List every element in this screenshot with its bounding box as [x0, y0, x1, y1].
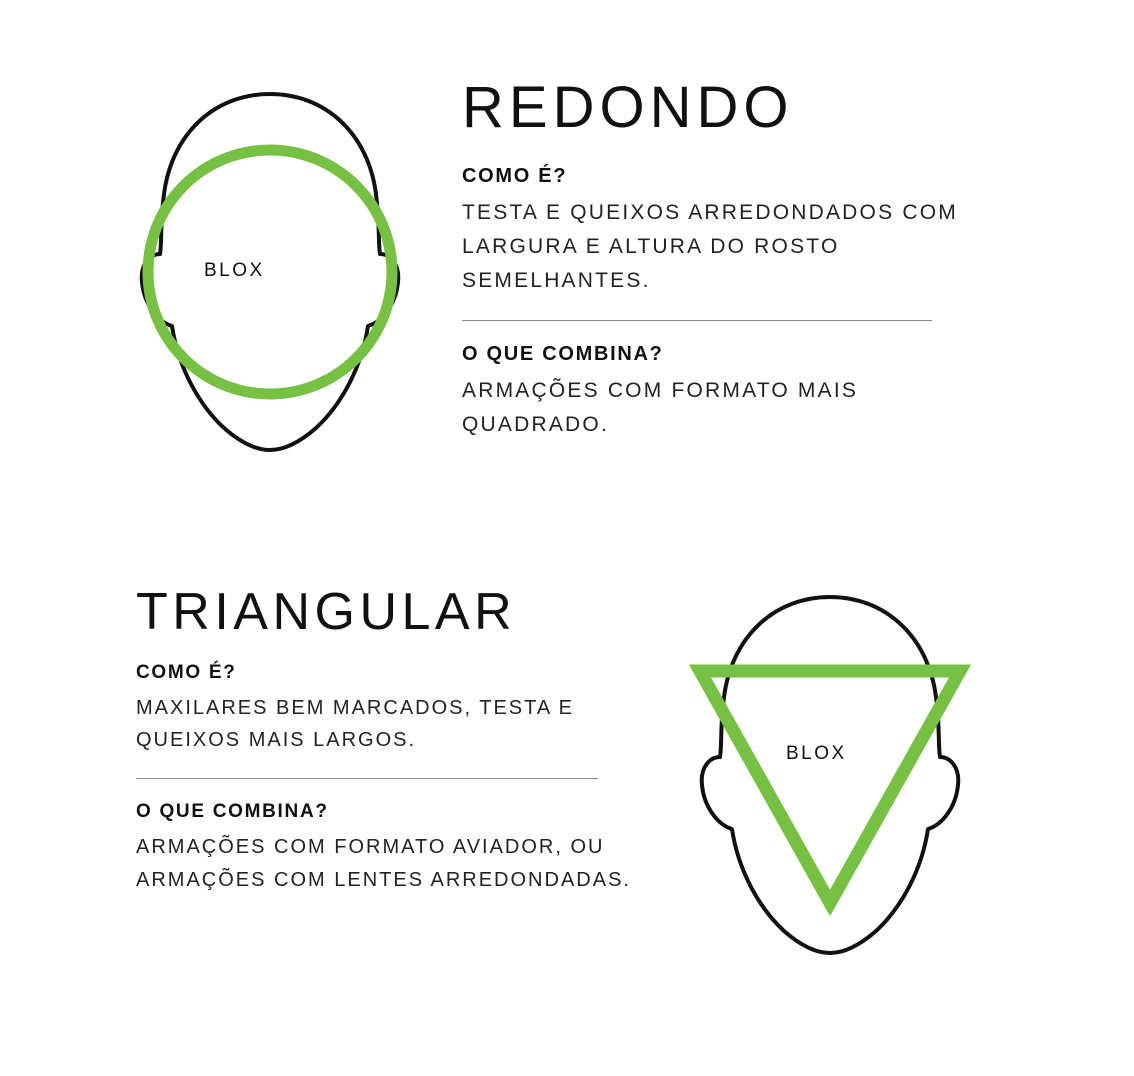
text-block-redondo — [462, 60, 982, 442]
face-illustration-triangular — [680, 585, 980, 965]
round-face-svg — [120, 82, 420, 482]
text-block-triangular — [136, 575, 636, 896]
divider-triangular — [136, 778, 598, 779]
match-label-redondo: O QUE COMBINA? — [462, 342, 664, 365]
face-brand-label: BLOX — [786, 743, 847, 764]
how-label-triangular: COMO É? — [136, 661, 237, 683]
section-triangular — [0, 575, 1134, 1055]
match-text-triangular: ARMAÇÕES COM FORMATO AVIADOR, OU ARMAÇÕES COM LENTES ARREDONDADAS. — [136, 836, 631, 891]
section-title-redondo: REDONDO — [462, 75, 794, 140]
divider-redondo — [462, 320, 932, 321]
triangular-face-svg — [680, 585, 980, 965]
face-brand-label: BLOX — [204, 260, 265, 281]
how-text-triangular: MAXILARES BEM MARCADOS, TESTA E QUEIXOS MAIS LARGOS. — [136, 696, 575, 751]
section-redondo — [0, 60, 1134, 520]
match-label-triangular: O QUE COMBINA? — [136, 801, 329, 823]
section-title-triangular: TRIANGULAR — [136, 583, 517, 641]
match-text-redondo: ARMAÇÕES COM FORMATO MAIS QUADRADO. — [462, 378, 859, 436]
how-text-redondo: TESTA E QUEIXOS ARREDONDADOS COM LARGURA E ALTURA DO ROSTO SEMELHANTES. — [462, 200, 958, 292]
face-illustration-round — [120, 82, 420, 482]
how-label-redondo: COMO É? — [462, 164, 568, 187]
